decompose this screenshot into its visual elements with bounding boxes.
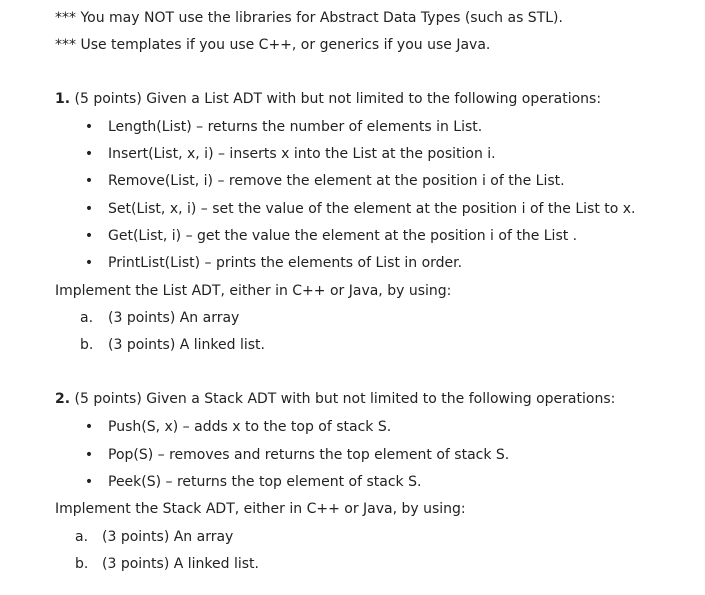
question-2-number: 2. <box>55 391 71 407</box>
list-operation-set: Set(List, x, i) – set the value of the element at the position i of the List to x. <box>108 201 636 217</box>
question-1-number: 1. <box>55 91 71 107</box>
bullet-icon: • <box>84 119 94 135</box>
bullet-icon: • <box>84 146 94 162</box>
note-no-stl: *** You may NOT use the libraries for Abstract Data Types (such as STL). <box>55 10 563 26</box>
part-text: (3 points) A linked list. <box>102 556 259 572</box>
note-templates: *** Use templates if you use C++, or generics if you use Java. <box>55 37 491 53</box>
bullet-icon: • <box>84 474 94 490</box>
question-2-text: (5 points) Given a Stack ADT with but not limited to the following operations: <box>70 391 616 407</box>
question-2-implement: Implement the Stack ADT, either in C++ or Java, by using: <box>55 501 466 517</box>
list-operation-insert: Insert(List, x, i) – inserts x into the List at the position i. <box>108 146 496 162</box>
question-2-heading <box>55 390 615 408</box>
bullet-icon: • <box>84 228 94 244</box>
bullet-icon: • <box>84 419 94 435</box>
part-label: b. <box>75 556 89 572</box>
bullet-icon: • <box>84 173 94 189</box>
part-text: (3 points) An array <box>108 310 240 326</box>
question-1-implement: Implement the List ADT, either in C++ or Java, by using: <box>55 283 452 299</box>
stack-operation-push: Push(S, x) – adds x to the top of stack S. <box>108 419 392 435</box>
list-operation-length: Length(List) – returns the number of elements in List. <box>108 119 483 135</box>
list-operation-remove: Remove(List, i) – remove the element at the position i of the List. <box>108 173 565 189</box>
bullet-icon: • <box>84 201 94 217</box>
bullet-icon: • <box>84 447 94 463</box>
stack-operation-pop: Pop(S) – removes and returns the top element of stack S. <box>108 447 510 463</box>
part-text: (3 points) A linked list. <box>108 337 265 353</box>
list-operation-get: Get(List, i) – get the value the element at the position i of the List . <box>108 228 578 244</box>
list-operation-printlist: PrintList(List) – prints the elements of List in order. <box>108 255 463 271</box>
part-label: a. <box>75 529 89 545</box>
stack-operation-peek: Peek(S) – returns the top element of stack S. <box>108 474 422 490</box>
part-label: a. <box>80 310 94 326</box>
question-1-text: (5 points) Given a List ADT with but not limited to the following operations: <box>70 91 602 107</box>
bullet-icon: • <box>84 255 94 271</box>
part-text: (3 points) An array <box>102 529 234 545</box>
part-label: b. <box>80 337 94 353</box>
question-1-heading <box>55 90 601 108</box>
